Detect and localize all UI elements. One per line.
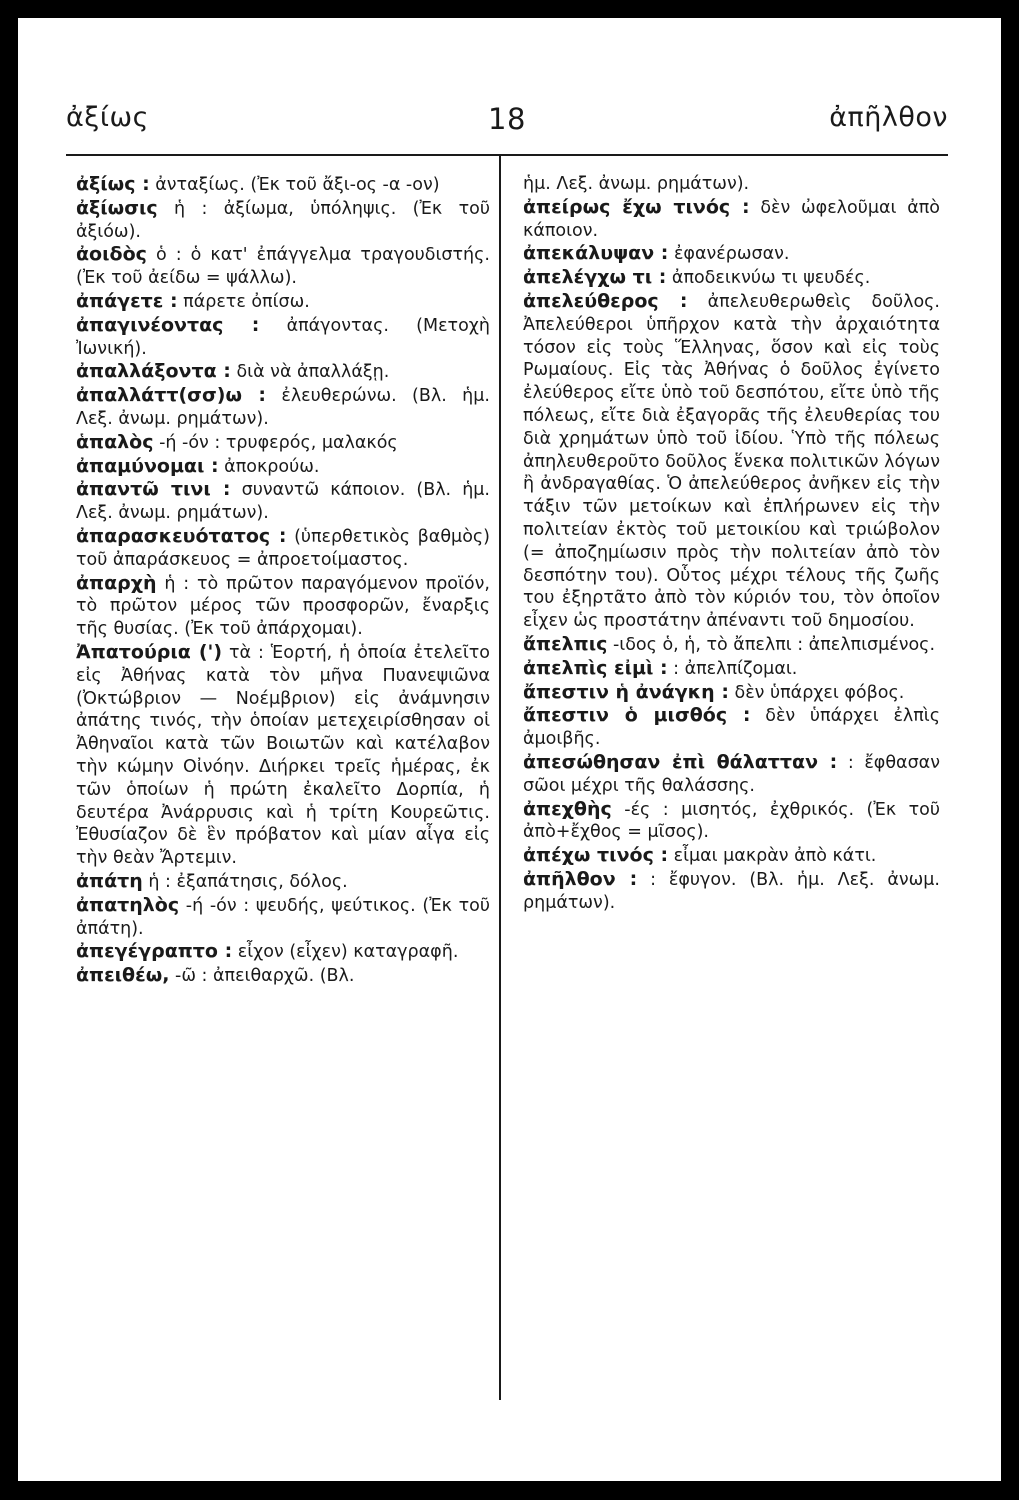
dictionary-entry <box>523 657 940 681</box>
entry-definition: ἀπελευθερωθεὶς δοῦλος. Ἀπελεύθεροι ὑπῆρχον κατὰ τὴν ἀρχαιότητα τόσον εἰς τοὺς Ἕλληνας, ὅσον καὶ εἰς τοὺς Ρωμαίους. Εἰς τὰς Ἀθήνας ὁ δοῦλος ἐγίνετο ἐλεύθερος εἴτε ὑπὸ τοῦ δεσπότου, εἴτε ὑπὸ τῆς πόλεως, εἴτε διὰ ἐξαγορᾶς τῆς ἐλευθερίας του διὰ χρημάτων ὑπὸ τοῦ ἰδίου. Ὑπὸ τῆς πόλεως ἀπηλευθεροῦτο δοῦλος ἕνεκα πολιτικῶν λόγων ἢ ἀνδραγαθίας. Ὁ ἀπελεύθερος ἀνῆκεν εἰς τὴν τάξιν τῶν μετοίκων καὶ ἐπλήρωνεν εἰς τὴν πολιτείαν ἐκτὸς τοῦ μετοικίου καὶ τριώβολον (= ἀποζημίωσιν πρὸς τὴν πολιτείαν ἀπὸ τὸν δεσπότην του). Οὗτος μέχρι τέλους τῆς ζωῆς του ἐξηρτᾶτο ἀπὸ τὸν κύριόν του, τὸν ὁποῖον εἶχεν ὡς προστάτην ἀπέναντι τοῦ δημοσίου. <box>523 291 940 632</box>
entry-definition: ὁ : ὁ κατ' ἐπάγγελμα τραγουδιστής. (Ἐκ τοῦ ἀείδω = ψάλλω). <box>76 245 490 289</box>
entry-headword: ἀπέχω τινός : <box>523 844 669 867</box>
entry-definition: ἀποκρούω. <box>224 456 320 477</box>
dictionary-entry <box>523 290 940 633</box>
right-column <box>523 173 940 915</box>
entry-headword: ἀπελεύθερος : <box>523 289 688 312</box>
header-right-guideword: ἀπῆλθον <box>829 102 948 133</box>
entry-definition: δὲν ὑπάρχει φόβος. <box>734 682 905 703</box>
entry-headword: ἀοιδὸς <box>76 243 147 266</box>
entry-definition: : ἀπελπίζομαι. <box>673 658 798 679</box>
entry-definition: εἶχον (εἶχεν) καταγραφῆ. <box>237 942 459 963</box>
entry-definition: ἐφανέρωσαν. <box>673 244 790 265</box>
dictionary-entry <box>523 868 940 915</box>
entry-definition: -ές : μισητός, ἐχθρικός. (Ἐκ τοῦ ἀπὸ+ἔχθος = μῖσος). <box>523 799 940 843</box>
entry-definition: εἶμαι μακρὰν ἀπὸ κάτι. <box>673 846 877 867</box>
dictionary-page <box>18 18 1001 1481</box>
entry-headword: ἀπαντῶ τινι : <box>76 478 231 501</box>
entry-definition: ἀποδεικνύω τι ψευδές. <box>671 268 871 289</box>
dictionary-entry <box>523 196 940 243</box>
dictionary-entry <box>76 314 490 361</box>
dictionary-entry <box>76 641 490 870</box>
dictionary-entry <box>76 173 490 197</box>
entry-headword: ἄπεστιν ὁ μισθός : <box>523 704 751 727</box>
entry-headword: ἀπαλλάξοντα : <box>76 360 231 383</box>
column-divider <box>499 154 501 1400</box>
left-column <box>76 173 490 988</box>
header-left-guideword: ἀξίως <box>66 102 149 133</box>
entry-definition: δὲν ὠφελοῦμαι ἀπὸ κάποιον. <box>523 197 940 241</box>
entry-headword: ἀπελπὶς εἰμὶ : <box>523 656 668 679</box>
dictionary-entry <box>76 360 490 384</box>
entry-headword: ἀπεχθὴς <box>523 797 612 820</box>
entry-headword: ἀξίωσις <box>76 196 158 219</box>
entry-definition: : ἔφθασαν σῶοι μέχρι τῆς θαλάσσης. <box>523 752 940 796</box>
entry-headword: ἀξίως : <box>76 173 150 195</box>
entry-definition: διὰ νὰ ἀπαλλάξῃ. <box>236 362 390 383</box>
dictionary-entry <box>76 455 490 479</box>
entry-headword: ἄπεστιν ἡ ἀνάγκη : <box>523 680 729 703</box>
entry-definition: -ῶ : ἀπειθαρχῶ. (Βλ. <box>175 966 355 987</box>
entry-definition: ἡ : ἀξίωμα, ὑπόληψις. (Ἐκ τοῦ ἀξιόω). <box>76 198 490 242</box>
entry-headword: ἀπαρχὴ <box>76 571 157 594</box>
dictionary-entry <box>76 894 490 941</box>
entry-headword: ἄπελπις <box>523 632 608 655</box>
dictionary-entry <box>76 478 490 525</box>
entry-definition: ἡ : ἐξαπάτησις, δόλος. <box>148 871 348 892</box>
entry-definition: -ή -όν : ψευδής, ψεύτικος. (Ἐκ τοῦ ἀπάτη). <box>76 895 490 939</box>
entry-headword: ἀπῆλθον : <box>523 867 638 890</box>
dictionary-entry <box>523 704 940 751</box>
dictionary-entry <box>523 751 940 798</box>
dictionary-entry <box>76 290 490 314</box>
dictionary-entry <box>76 964 490 988</box>
entry-headword: ἀπείρως ἔχω τινός : <box>523 195 750 218</box>
entry-definition: ἡ : τὸ πρῶτον παραγόμενον προϊόν, τὸ πρῶτον μέρος τῶν προσφορῶν, ἔναρξις τῆς θυσίας. (Ἐκ τοῦ ἀπάρχομαι). <box>76 573 490 640</box>
entry-definition: πάρετε ὀπίσω. <box>183 291 310 312</box>
entry-headword: ἀπαρασκευότατος : <box>76 524 287 547</box>
dictionary-entry <box>76 525 490 572</box>
entry-definition: συναντῶ κάποιον. (Βλ. ἡμ. Λεξ. ἀνωμ. ρημάτων). <box>76 480 490 524</box>
dictionary-entry <box>523 242 940 266</box>
dictionary-entry <box>76 870 490 894</box>
entry-definition: : ἔφυγον. (Βλ. ἡμ. Λεξ. ἀνωμ. ρημάτων). <box>523 869 940 913</box>
entry-headword: ἀπαμύνομαι : <box>76 454 219 477</box>
entry-headword: ἀπελέγχω τι : <box>523 266 667 289</box>
entry-definition: ἀνταξίως. (Ἐκ τοῦ ἄξι-ος -α -ον) <box>155 175 440 195</box>
entry-headword: Ἀπατούρια (') <box>76 640 223 663</box>
page-number: 18 <box>488 102 526 136</box>
dictionary-entry <box>523 633 940 657</box>
dictionary-entry <box>76 197 490 244</box>
dictionary-entry <box>76 431 490 455</box>
header-rule <box>66 154 948 156</box>
dictionary-entry <box>76 940 490 964</box>
entry-definition: ἐλευθερώνω. (Βλ. ἡμ. Λεξ. ἀνωμ. ρημάτων). <box>76 386 490 429</box>
entry-headword: ἀπατηλὸς <box>76 893 180 916</box>
dictionary-entry <box>523 798 940 845</box>
dictionary-entry <box>523 681 940 705</box>
entry-headword: ἀπεγέγραπτο : <box>76 940 233 963</box>
dictionary-entry <box>76 243 490 290</box>
entry-headword: ἀπειθέω, <box>76 964 170 987</box>
entry-definition: ἡμ. Λεξ. ἀνωμ. ρημάτων). <box>523 174 750 194</box>
dictionary-entry <box>523 844 940 868</box>
entry-headword: ἀπεσώθησαν ἐπὶ θάλατταν : <box>523 750 838 773</box>
dictionary-entry <box>76 572 490 641</box>
entry-definition: -ή -όν : τρυφερός, μαλακός <box>159 432 398 453</box>
entry-headword: ἀπάγετε : <box>76 289 178 312</box>
entry-headword: ἀπεκάλυψαν : <box>523 242 669 265</box>
dictionary-entry <box>523 173 940 196</box>
entry-definition: τὰ : Ἑορτή, ἡ ὁποία ἐτελεῖτο εἰς Ἀθήνας κατὰ τὸν μῆνα Πυανεψιῶνα (Ὀκτώβριον — Νοέμβριον) εἰς ἀνάμνησιν ἀπάτης τινός, τὴν ὁποίαν μετεχειρίσθησαν οἱ Ἀθηναῖοι κατὰ τῶν Βοιωτῶν καὶ κατέλαβον τὴν κώμην Οἰνόην. Διήρκει τρεῖς ἡμέρας, ἐκ τῶν ὁποίων ἡ πρώτη ἐκαλεῖτο Δορπία, ἡ δευτέρα Ἀνάρρυσις καὶ ἡ τρίτη Κουρεῶτις. Ἐθυσίαζον δὲ ἓν πρόβατον καὶ μίαν αἶγα εἰς τὴν θεὰν Ἄρτεμιν. <box>76 642 490 869</box>
entry-definition: ἀπάγοντας. (Μετοχὴ Ἰωνική). <box>76 315 490 359</box>
dictionary-entry <box>523 266 940 290</box>
entry-headword: ἀπαλλάττ(σσ)ω : <box>76 384 266 407</box>
entry-definition: -ιδος ὁ, ἡ, τὸ ἄπελπι : ἀπελπισμένος. <box>612 634 936 655</box>
entry-headword: ἀπαγινέοντας : <box>76 313 260 336</box>
entry-definition: (ὑπερθετικὸς βαθμὸς) τοῦ ἀπαράσκευος = ἀπροετοίμαστος. <box>76 526 490 570</box>
entry-definition: δὲν ὑπάρχει ἐλπὶς ἀμοιβῆς. <box>523 706 940 750</box>
dictionary-entry <box>76 384 490 431</box>
page-header <box>66 102 948 152</box>
entry-headword: ἁπαλὸς <box>76 430 154 453</box>
entry-headword: ἀπάτη <box>76 869 143 892</box>
